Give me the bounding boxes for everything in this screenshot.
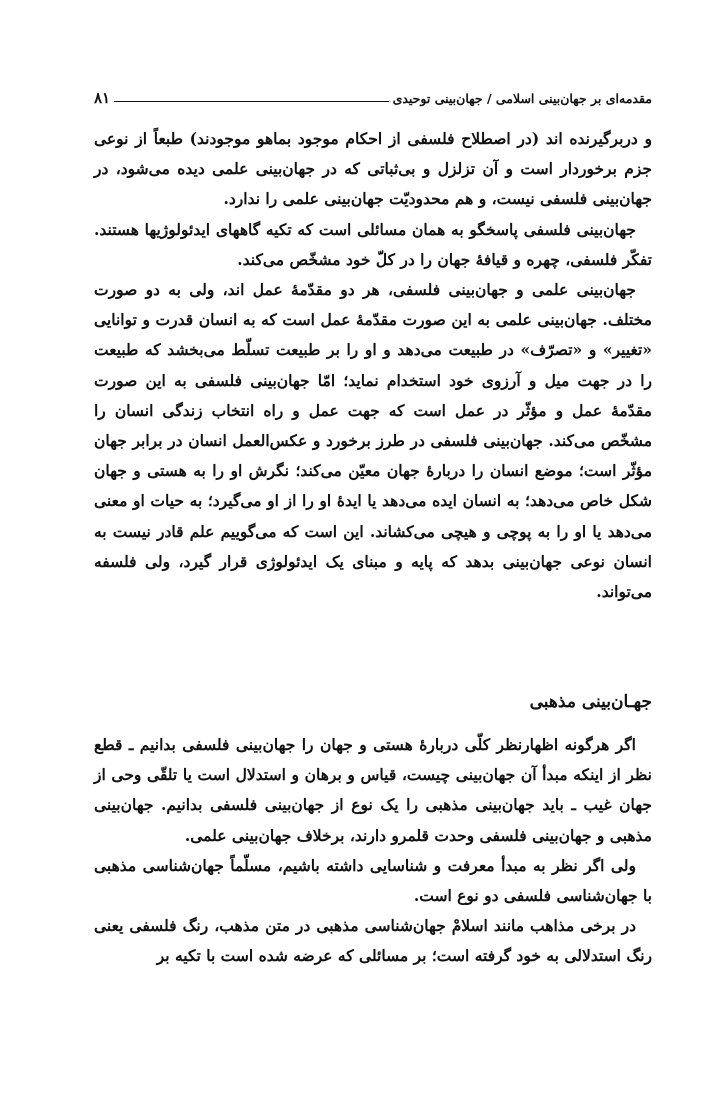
- header-rule: [114, 101, 388, 102]
- page-number: ۸۱: [94, 89, 111, 107]
- paragraph: و دربرگیرنده اند (در اصطلاح فلسفی از احکام موجود بماهو موجودند) طبعاً از نوعی جزم برخوردار است و آن تزلزل و بی‌ثباتی که در جهان‌بینی علمی دیده می‌شود، در جهان‌بینی فلسفی نیست، و هم محدودیّت جهان‌بینی علمی را ندارد.: [94, 129, 652, 209]
- paragraph: اگر هرگونه اظهارنظر کلّی دربارهٔ هستی و جهان را جهان‌بینی فلسفی بدانیم ـ قطع نظر از اینکه مبدأ آن جهان‌بینی چیست، قیاس و برهان و استدلال است یا تلقّی وحی از جهان غیب ـ باید جهان‌بینی مذهبی را یک نوع از جهان‌بینی فلسفی بدانیم. جهان‌بینی مذهبی و جهان‌بینی فلسفی وحدت قلمرو دارند، برخلاف جهان‌بینی علمی.: [94, 735, 652, 845]
- paragraph: در برخی مذاهب مانند اسلامْ جهان‌شناسی مذهبی در متن مذهب، رنگ فلسفی یعنی رنگ استدلالی به خود گرفته است؛ بر مسائلی که عرضه شده است با تکیه بر: [94, 916, 652, 966]
- paragraph: ولی اگر نظر به مبدأ معرفت و شناسایی داشته باشیم، مسلّماً جهان‌شناسی مذهبی با جهان‌شناسی فلسفی دو نوع است.: [94, 855, 652, 906]
- body-text-section-1: [94, 124, 652, 607]
- running-header: [94, 86, 652, 110]
- paragraph: جهان‌بینی فلسفی پاسخگو به همان مسائلی است که تکیه گاههای ایدئولوژیها هستند. تفکّر فلسفی، چهره و قیافهٔ جهان را در کلّ خود مشخّص می‌کند.: [94, 219, 652, 269]
- body-text-section-2: [94, 730, 652, 972]
- section-heading: جهـان‌بینی مذهبی: [529, 692, 652, 712]
- running-header-title: مقدمه‌ای بر جهان‌بینی اسلامی / جهان‌بینی توحیدی: [392, 90, 652, 106]
- paragraph: جهان‌بینی علمی و جهان‌بینی فلسفی، هر دو مقدّمهٔ عمل اند، ولی به دو صورت مختلف. جهان‌بینی علمی به این صورت مقدّمهٔ عمل است که به انسان قدرت و توانایی «تغییر» و «تصرّف» در طبیعت می‌دهد و او را بر طبیعت تسلّط می‌بخشد که طبیعت را در جهت میل و آرزوی خود استخدام نماید؛ امّا جهان‌بینی فلسفی به این صورت مقدّمهٔ عمل و مؤثّر در عمل است که جهت عمل و راه انتخاب زندگی انسان را مشخّص می‌کند. جهان‌بینی فلسفی در طرز برخورد و عکس‌العمل انسان در برابر جهان مؤثّر است؛ موضع انسان را دربارهٔ جهان معیّن می‌کند؛ نگرش او را به هستی و جهان شکل خاص می‌دهد؛ به انسان ایده می‌دهد یا ایدهٔ او را از او می‌گیرد؛ به حیات او معنی می‌دهد یا او را به پوچی و هیچی می‌کشاند. این است که می‌گوییم علم قادر نیست به انسان نوعی جهان‌بینی بدهد که پایه و مبنای یک ایدئولوژی قرار گیرد، ولی فلسفه می‌تواند.: [94, 280, 652, 602]
